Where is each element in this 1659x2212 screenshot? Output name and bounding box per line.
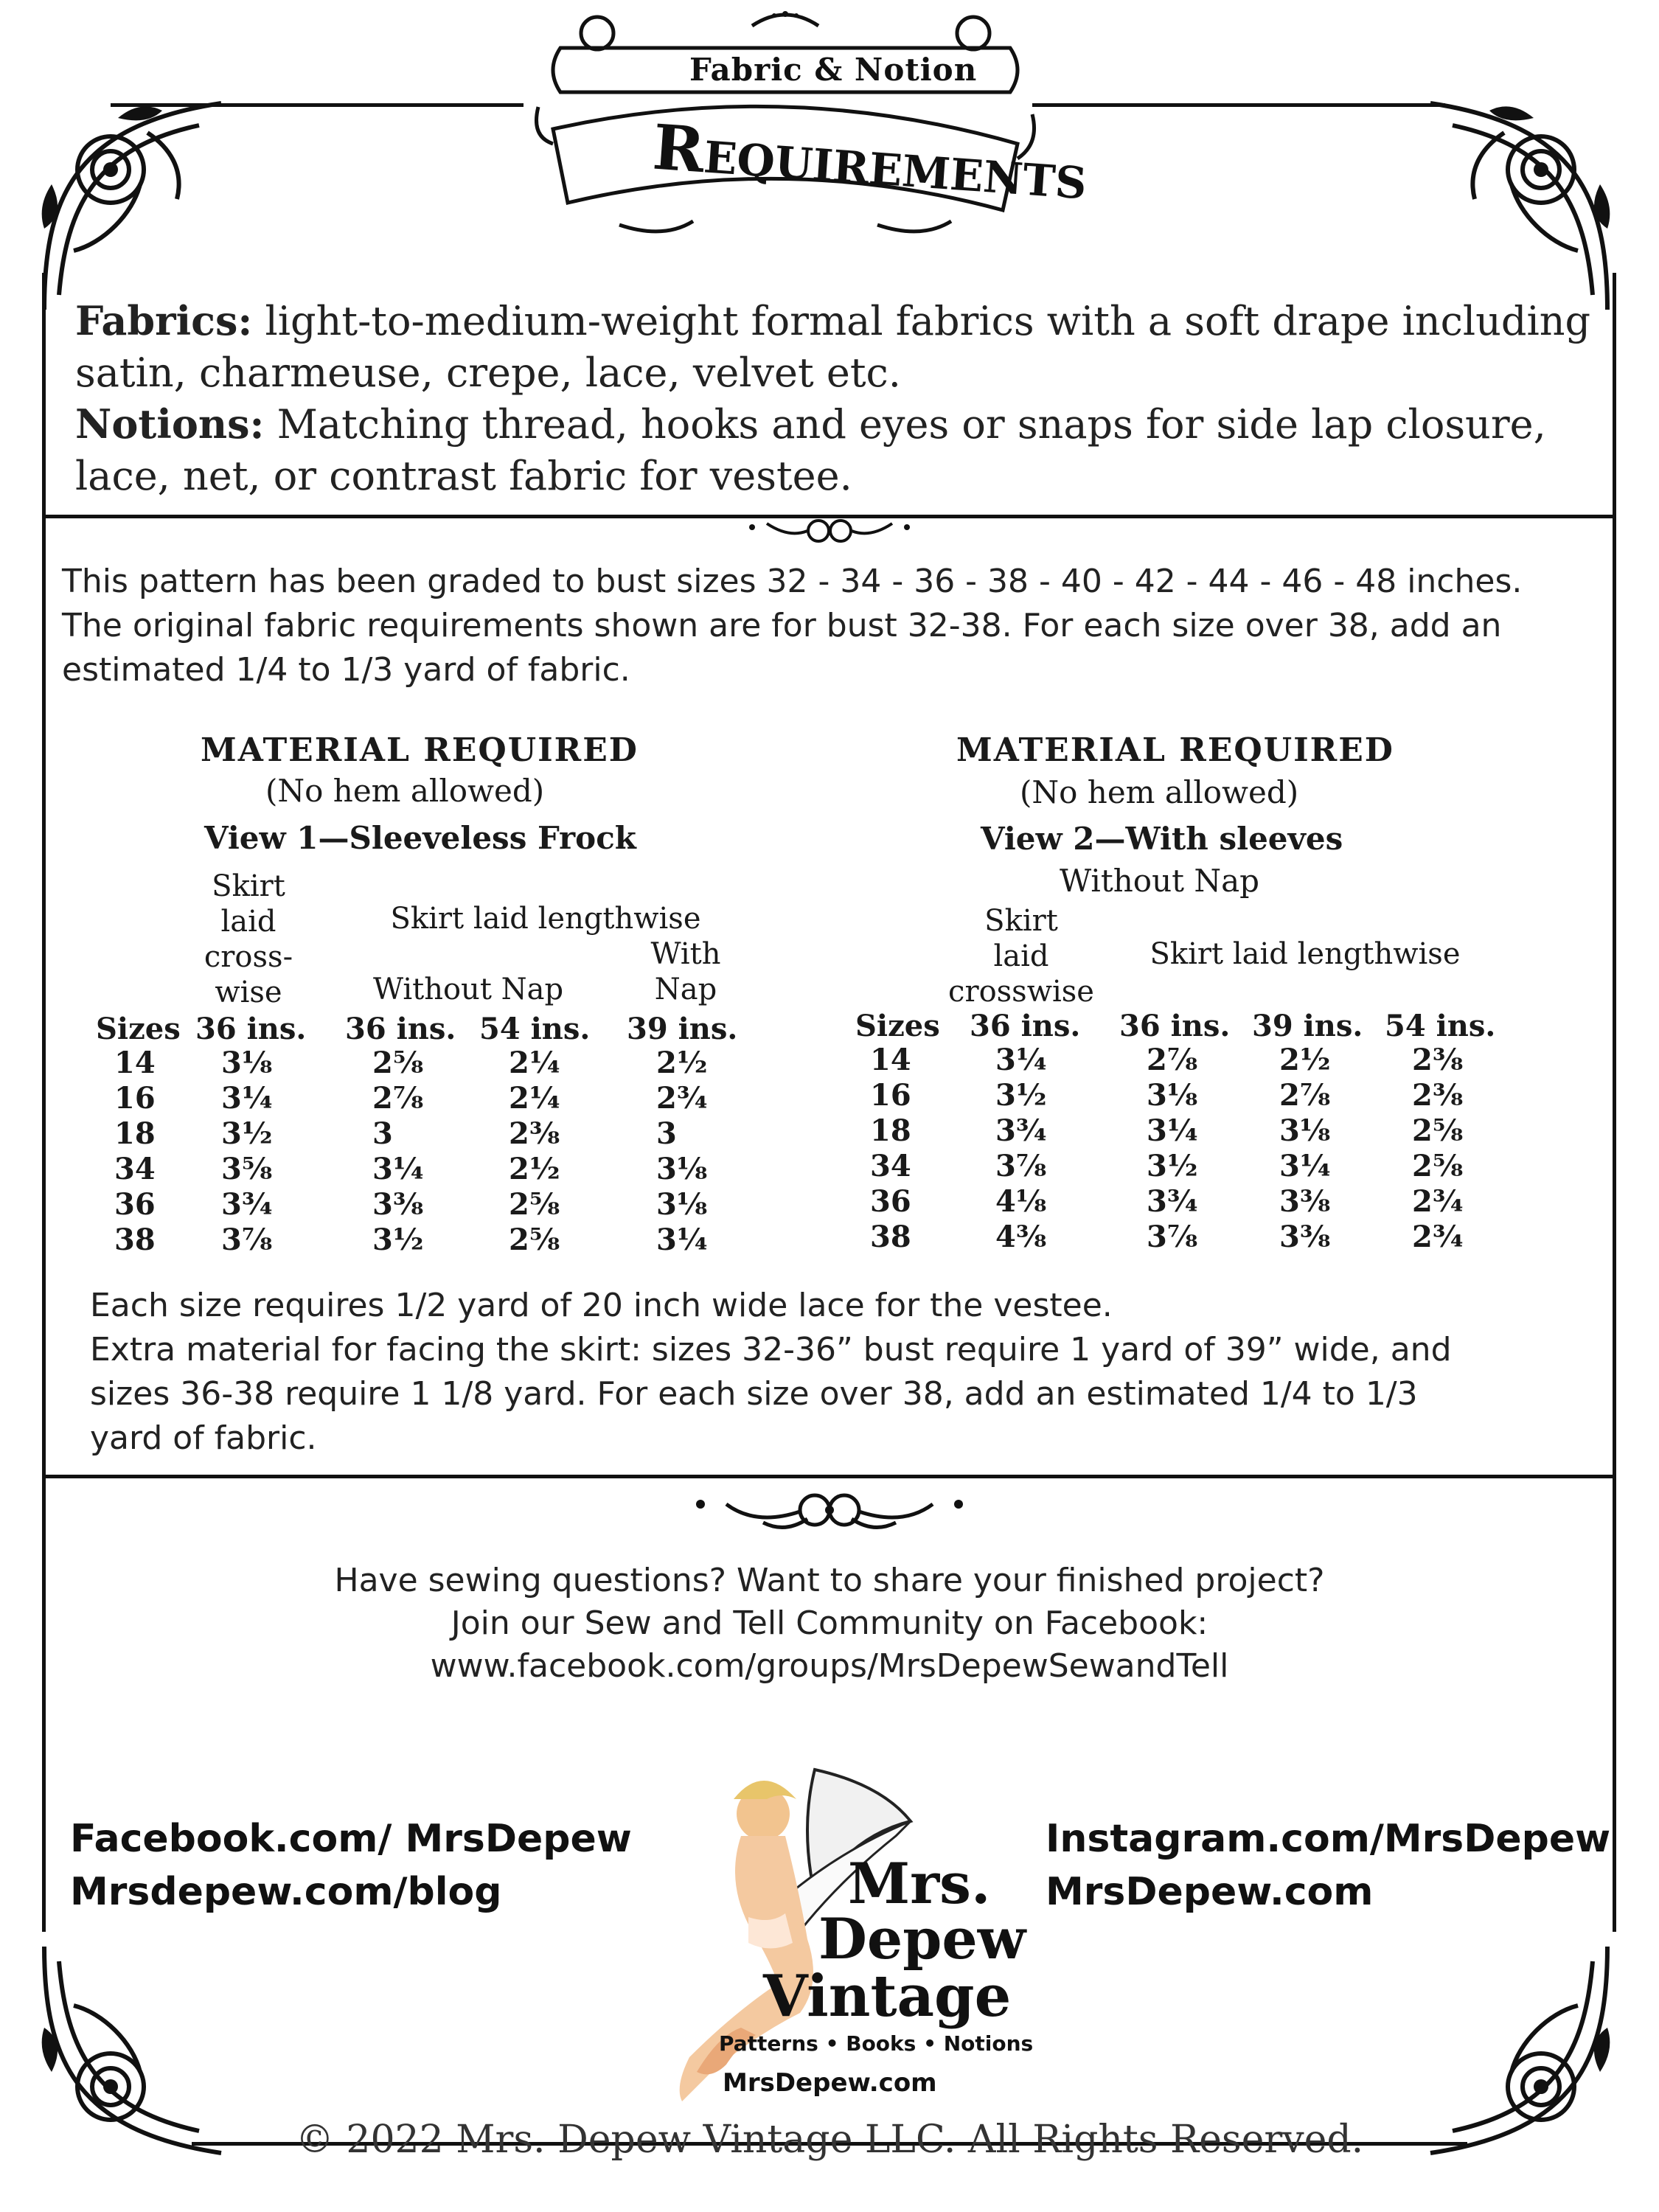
yardage-cell: 3¾ — [995, 1113, 1047, 1148]
notions-paragraph — [75, 398, 1609, 502]
yardage-cell: 3¼ — [995, 1043, 1047, 1077]
logo-depew: Depew — [818, 1906, 1026, 1972]
table1-width-3: 54 ins. — [479, 1012, 591, 1046]
divider-2 — [42, 1475, 1616, 1478]
table2-col-skirt-crosswise: Skirt laid crosswise — [948, 904, 1094, 1009]
size-cell: 16 — [870, 1078, 911, 1113]
table2-col-lengthwise: Skirt laid lengthwise — [1150, 937, 1461, 971]
yardage-cell: 3¾ — [221, 1187, 273, 1222]
yardage-cell: 2¼ — [509, 1081, 560, 1116]
grading-line-3: estimated 1/4 to 1/3 yard of fabric. — [62, 651, 630, 689]
yardage-cell: 2¼ — [509, 1046, 560, 1080]
extra-line-3: sizes 36-38 require 1 1/8 yard. For each size over 38, add an estimated 1/4 to 1/3 — [90, 1375, 1418, 1413]
yardage-cell: 2⅞ — [1147, 1043, 1198, 1077]
yardage-cell: 3¼ — [656, 1222, 708, 1257]
size-cell: 38 — [114, 1222, 156, 1257]
table1-col-nap: Nap — [654, 973, 717, 1006]
banner-subtitle: Fabric & Notion — [689, 52, 978, 88]
yardage-cell: 3⅜ — [1279, 1220, 1331, 1254]
yardage-cell: 3⅜ — [1279, 1184, 1331, 1219]
size-cell: 14 — [870, 1043, 911, 1077]
grading-line-2: The original fabric requirements shown are for bust 32-38. For each size over 38, add an — [62, 607, 1502, 644]
yardage-cell: 2⅜ — [509, 1116, 560, 1151]
table1-col-skirt-crosswise: Skirt laid cross- wise — [204, 869, 293, 1009]
yardage-cell: 2½ — [509, 1152, 560, 1186]
fabrics-label: Fabrics: — [75, 297, 253, 344]
table1-width-2: 36 ins. — [345, 1012, 456, 1046]
extra-line-4: yard of fabric. — [90, 1419, 317, 1457]
logo-tagline: Patterns • Books • Notions — [719, 2031, 1034, 2056]
copyright: © 2022 Mrs. Depew Vintage LLC. All Rights Reserved. — [295, 2118, 1364, 2162]
notions-label: Notions: — [75, 400, 265, 448]
table2-sizes-label: Sizes — [855, 1009, 940, 1043]
yardage-cell: 2⅞ — [1279, 1078, 1331, 1113]
size-cell: 38 — [870, 1220, 911, 1254]
banner-title: Requirements — [650, 110, 1090, 214]
divider-ornament-icon — [737, 509, 922, 553]
frame-top-right-line — [1032, 103, 1445, 107]
fabrics-paragraph — [75, 295, 1594, 399]
yardage-cell: 3⅛ — [656, 1187, 708, 1222]
extra-line-1: Each size requires 1/2 yard of 20 inch wide lace for the vestee. — [90, 1287, 1113, 1324]
yardage-cell: 2⅝ — [1412, 1113, 1464, 1148]
facebook-link[interactable]: Facebook.com/ MrsDepew — [70, 1817, 632, 1861]
table2-view-nap: Without Nap — [1060, 863, 1260, 899]
yardage-cell: 3⅝ — [221, 1152, 273, 1186]
size-cell: 18 — [114, 1116, 156, 1151]
yardage-cell: 4⅛ — [995, 1184, 1047, 1219]
table1-subtitle: (No hem allowed) — [265, 773, 545, 809]
divider-ornament-2-icon — [682, 1482, 977, 1541]
table1-view: View 1—Sleeveless Frock — [204, 820, 636, 856]
yardage-cell: 3⅞ — [995, 1149, 1047, 1183]
yardage-cell: 3½ — [995, 1078, 1047, 1113]
table1-col-without-nap: Without Nap — [372, 973, 564, 1006]
logo-vintage: Vintage — [763, 1963, 1012, 2030]
table2-subtitle: (No hem allowed) — [1020, 774, 1299, 810]
yardage-cell: 3¼ — [372, 1152, 424, 1186]
yardage-cell: 2⅝ — [1412, 1149, 1464, 1183]
website-link[interactable]: MrsDepew.com — [1046, 1870, 1374, 1914]
table2-title: MATERIAL REQUIRED — [956, 731, 1394, 769]
blog-link[interactable]: Mrsdepew.com/blog — [70, 1870, 502, 1914]
yardage-cell: 3¾ — [1147, 1184, 1198, 1219]
yardage-cell: 3⅛ — [1279, 1113, 1331, 1148]
size-cell: 16 — [114, 1081, 156, 1116]
yardage-cell: 2¾ — [656, 1081, 708, 1116]
instagram-link[interactable]: Instagram.com/MrsDepew — [1046, 1817, 1611, 1861]
yardage-cell: 3⅞ — [221, 1222, 273, 1257]
community-line-1: Have sewing questions? Want to share your finished project? — [334, 1562, 1325, 1599]
yardage-cell: 3¼ — [1147, 1113, 1198, 1148]
yardage-cell: 3⅜ — [372, 1187, 424, 1222]
size-cell: 34 — [870, 1149, 911, 1183]
table2-width-4: 54 ins. — [1385, 1009, 1496, 1043]
logo-mrs: Mrs. — [848, 1851, 991, 1916]
yardage-cell: 2⅞ — [372, 1081, 424, 1116]
yardage-cell: 3⅛ — [656, 1152, 708, 1186]
table2-width-1: 36 ins. — [970, 1009, 1081, 1043]
notions-text: Matching thread, hooks and eyes or snaps for side lap closure, lace, net, or contrast fabric for vestee. — [75, 401, 1546, 499]
yardage-cell: 3⅞ — [1147, 1220, 1198, 1254]
extra-line-2: Extra material for facing the skirt: sizes 32-36” bust require 1 yard of 39” wide, and — [90, 1331, 1452, 1368]
table2-width-3: 39 ins. — [1252, 1009, 1363, 1043]
table1-col-lengthwise: Skirt laid lengthwise — [390, 902, 701, 936]
yardage-cell: 2¾ — [1412, 1220, 1464, 1254]
yardage-cell: 3¼ — [221, 1081, 273, 1116]
community-line-2: Join our Sew and Tell Community on Facebook: — [451, 1604, 1208, 1642]
yardage-cell: 3½ — [1147, 1149, 1198, 1183]
yardage-cell: 3 — [656, 1116, 677, 1151]
size-cell: 34 — [114, 1152, 156, 1186]
yardage-cell: 2⅜ — [1412, 1078, 1464, 1113]
fabrics-text: light-to-medium-weight formal fabrics with a soft drape including satin, charmeuse, crepe, lace, velvet etc. — [75, 298, 1591, 396]
yardage-cell: 2½ — [1279, 1043, 1331, 1077]
yardage-cell: 2½ — [656, 1046, 708, 1080]
yardage-cell: 4⅜ — [995, 1220, 1047, 1254]
table2-view: View 2—With sleeves — [981, 821, 1343, 857]
size-cell: 14 — [114, 1046, 156, 1080]
community-link[interactable]: www.facebook.com/groups/MrsDepewSewandTell — [430, 1647, 1229, 1685]
size-cell: 36 — [114, 1187, 156, 1222]
table1-title: MATERIAL REQUIRED — [201, 731, 639, 769]
yardage-cell: 3¼ — [1279, 1149, 1331, 1183]
size-cell: 18 — [870, 1113, 911, 1148]
corner-flourish-top-right-icon — [1408, 81, 1622, 324]
yardage-cell: 3½ — [221, 1116, 273, 1151]
size-cell: 36 — [870, 1184, 911, 1219]
yardage-cell: 3⅛ — [221, 1046, 273, 1080]
corner-flourish-top-left-icon — [29, 81, 243, 324]
table2-width-2: 36 ins. — [1119, 1009, 1231, 1043]
table1-width-1: 36 ins. — [195, 1012, 307, 1046]
yardage-cell: 2⅝ — [509, 1187, 560, 1222]
yardage-cell: 2⅜ — [1412, 1043, 1464, 1077]
table1-width-4: 39 ins. — [627, 1012, 738, 1046]
yardage-cell: 3 — [372, 1116, 393, 1151]
yardage-cell: 3½ — [372, 1222, 424, 1257]
yardage-cell: 2⅝ — [509, 1222, 560, 1257]
yardage-cell: 3⅛ — [1147, 1078, 1198, 1113]
table1-sizes-label: Sizes — [96, 1012, 181, 1046]
yardage-cell: 2⅝ — [372, 1046, 424, 1080]
table1-col-with: With — [650, 937, 721, 971]
yardage-cell: 2¾ — [1412, 1184, 1464, 1219]
logo-site: MrsDepew.com — [723, 2068, 937, 2098]
grading-line-1: This pattern has been graded to bust sizes 32 - 34 - 36 - 38 - 40 - 42 - 44 - 46 - 48 inches. — [62, 563, 1523, 600]
